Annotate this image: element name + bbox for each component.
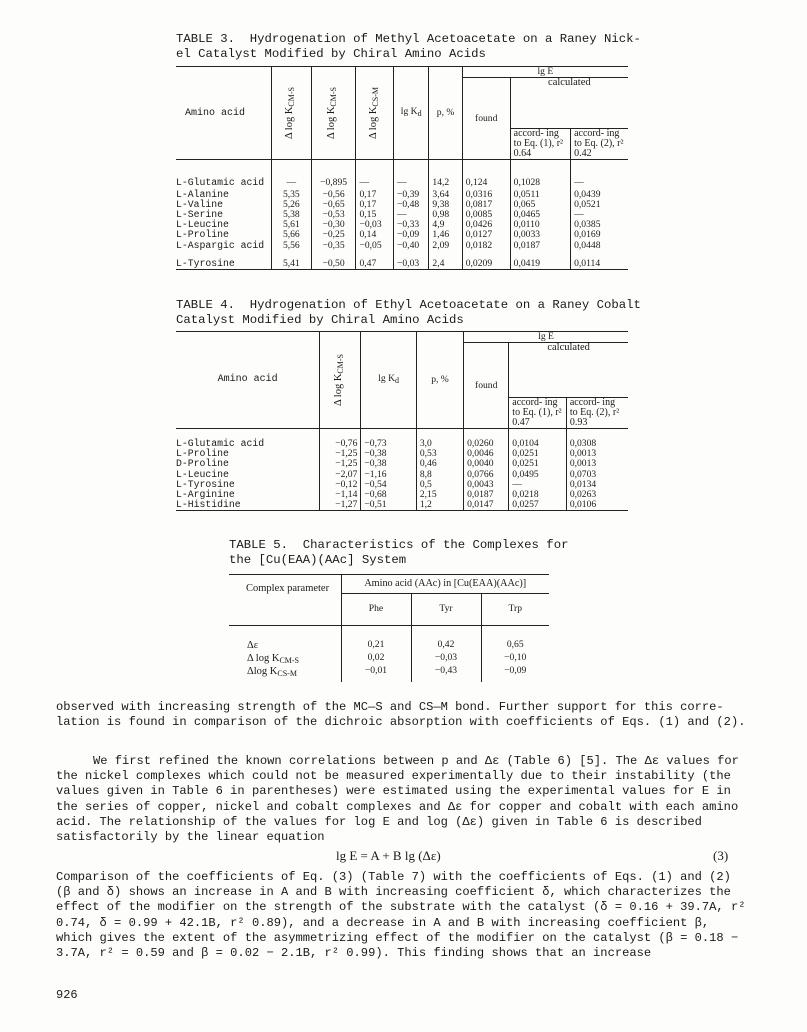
table3-cell-c3: −0,05 [356,241,394,251]
param-name: Δε [247,640,259,651]
table5-cell-phe: 0,21 [341,626,411,654]
table3-header-found: found [462,78,510,160]
amino-acid-name: D-Proline [176,458,229,470]
table5-cell-trp: −0,10 [481,653,549,666]
table4-cell-found: 0,0766 [464,470,509,480]
table4-cell-c1: −1,27 [320,500,361,511]
table3-cell-eq1: 0,0419 [510,251,570,270]
table4-header-eq1: accord- ing to Eq. (1), r² 0.47 [509,398,567,429]
table4-row [176,500,628,511]
table4-cell-eq1: 0,0251 [509,449,567,459]
amino-acid-name: L-Proline [176,229,229,241]
table4-cell-found: 0,0187 [464,490,509,500]
table3-header-lgkd: $\lg K_d$ [393,67,428,160]
table5-header-trp: Trp [481,594,549,626]
param-name: Δlog K [247,666,278,677]
table4-row [176,480,628,490]
table5-row [229,653,549,666]
table4 [176,331,628,511]
amino-acid-name: L-Leucine [176,468,229,480]
table3-cell-c3: 0,47 [356,251,394,270]
table3-cell-p: 9,38 [429,200,462,210]
table4-cell-lgkd: −0,54 [361,480,416,490]
table3-cell-c3: 0,14 [356,230,394,240]
table4-cell-p: 3,0 [416,429,463,450]
table3-header-eq2: accord- ing to Eq. (2), r² 0.42 [571,129,628,160]
table3-cell-lgkd: −0,40 [393,241,428,251]
table4-cell-found: 0,0260 [464,429,509,450]
table4-cell-p: 1,2 [416,500,463,511]
table3-cell-found: 0,0316 [462,190,510,200]
table3-cell-c1: 5,61 [272,220,312,230]
amino-acid-name: L-Glutamic acid [176,177,265,188]
amino-acid-name: L-Alanine [176,188,229,200]
table3-cell-eq2: — [571,210,628,220]
table3-cell-found: 0,0209 [462,251,510,270]
table3-cell-p: 2,4 [429,251,462,270]
table5-caption-line2: the [Cu(EAA)(AAc] System [229,553,407,567]
table5-row [229,666,549,682]
table3-cell-c2: −0,50 [311,251,356,270]
table4-header-calculated: calculated [509,343,628,398]
table4-cell-found: 0,0147 [464,500,509,511]
table4-cell-c1: −0,76 [320,429,361,450]
table4-cell-p: 2,15 [416,490,463,500]
table3-cell-eq2: — [571,160,628,190]
table3-caption-line2: el Catalyst Modified by Chiral Amino Acids [176,47,486,61]
table3-cell-c2: −0,25 [311,230,356,240]
equation-3: lg E = A + B lg (Δε) [336,848,441,863]
table3-cell-eq2: 0,0521 [571,200,628,210]
table4-cell-eq2: 0,0013 [566,449,628,459]
table3-cell-eq1: 0,0187 [510,241,570,251]
table3-cell-c1: — [272,160,312,190]
amino-acid-name: L-Tyrosine [176,478,235,490]
table4-caption-line1: TABLE 4. Hydrogenation of Ethyl Acetoacetate on a Raney Cobalt [176,298,641,312]
table3-cell-c1: 5,35 [272,190,312,200]
table4-cell-found: 0,0046 [464,449,509,459]
table3-row [176,241,628,251]
table5-cell-tyr: 0,42 [411,626,481,654]
table3-header-p: p, % [429,67,462,160]
table3-header-dlogk-cms-1: Δ $\log K_{CM-S}$ [284,87,297,139]
table5 [229,574,549,682]
param-subscript: CS-M [277,669,297,678]
table3-row [176,160,628,190]
table3-caption-line1: TABLE 3. Hydrogenation of Methyl Acetoacetate on a Raney Nick- [176,32,641,46]
table4-cell-eq2: 0,0106 [566,500,628,511]
table4-cell-eq1: 0,0495 [509,470,567,480]
table3-cell-lgkd: −0,39 [393,190,428,200]
table5-row [229,626,549,654]
table4-header-eq2: accord- ing to Eq. (2), r² 0.93 [566,398,628,429]
amino-acid-name: L-Tyrosine [176,257,235,269]
amino-acid-name: L-Serine [176,208,224,220]
table3-cell-found: 0,0127 [462,230,510,240]
table5-cell-phe: 0,02 [341,653,411,666]
table4-row [176,470,628,480]
table4-row [176,449,628,459]
table4-cell-eq1: 0,0251 [509,459,567,469]
param-name: Δ log K [247,653,280,664]
param-subscript: CM-S [279,656,299,665]
table4-row [176,490,628,500]
amino-acid-name: L-Arginine [176,489,235,501]
table3-cell-c1: 5,26 [272,200,312,210]
table4-cell-lgkd: −0,68 [361,490,416,500]
table3-cell-eq1: 0,1028 [510,160,570,190]
table3-cell-p: 0,98 [429,210,462,220]
table4-header-amino-acid: Amino acid [217,373,278,385]
table3-cell-eq1: 0,0511 [510,190,570,200]
table3-cell-p: 14,2 [429,160,462,190]
table4-header-found: found [464,343,509,429]
table5-param-label [229,666,341,682]
amino-acid-name: L-Histidine [176,499,241,511]
table3-cell-eq2: 0,0114 [571,251,628,270]
table5-cell-trp: 0,65 [481,626,549,654]
table4-cell-p: 0,53 [416,449,463,459]
table3-cell-eq1: 0,065 [510,200,570,210]
table4-cell-eq1: — [509,480,567,490]
table3-header-calculated: calculated [510,78,628,129]
table3-cell-found: 0,0182 [462,241,510,251]
paragraph-1: observed with increasing strength of the MC—S and CS—M bond. Further support for this corre- lation is found in comparison of the dichroic absorption with coefficients of Eqs. (1) and (2). [56,700,746,730]
amino-acid-name: L-Glutamic acid [176,438,265,449]
table3-cell-lgkd: −0,48 [393,200,428,210]
table3-cell-found: 0,0426 [462,220,510,230]
amino-acid-name: L-Leucine [176,219,229,231]
table3-cell-lgkd: −0,09 [393,230,428,240]
table3-cell-p: 2,09 [429,241,462,251]
table4-cell-p: 8,8 [416,470,463,480]
table5-header-param: Complex parameter [246,583,330,594]
table4-cell-p: 0,5 [416,480,463,490]
table4-cell-eq1: 0,0257 [509,500,567,511]
table3-cell-c2: −0,65 [311,200,356,210]
table4-cell-lgkd: −0,51 [361,500,416,511]
table3-cell-c3: 0,15 [356,210,394,220]
table3-cell-c2: −0,35 [311,241,356,251]
table4-header-lgE: lg E [464,332,628,343]
paragraph-3: Comparison of the coefficients of Eq. (3) (Table 7) with the coefficients of Eqs. (1) and (2) (β and δ) shows an increase in A and B with increasing coefficient δ, which characterizes the effect of the modifier on the strength of the substrate with the catalyst (δ = 0.16 + 39.7A, r² 0.74, δ = 0.99 + 42.1B, r² 0.89), and a decrease in A and B with increasing coefficient β, which gives the extent of the asymmetrizing effect of the modifier on the catalyst (β = 0.18 − 3.7A, r² = 0.59 and β = 0.02 − 2.1B, r² 0.99). This finding shows that an increase [56,870,746,961]
table3-cell-c2: −0,895 [311,160,356,190]
table5-param-label [229,653,341,666]
table3-cell-found: 0,0817 [462,200,510,210]
table4-cell-lgkd: −0,73 [361,429,416,450]
table3-cell-eq2: 0,0169 [571,230,628,240]
table3-cell-eq1: 0,0033 [510,230,570,240]
table4-header-lgkd: $\lg K_d$ [361,332,416,429]
table4-cell-lgkd: −0,38 [361,449,416,459]
table3-header-amino-acid: Amino acid [185,107,246,119]
table3 [176,66,628,270]
table3-header-dlogk-csm: Δ $\log K_{CS-M}$ [367,87,380,139]
table3-cell-c1: 5,66 [272,230,312,240]
table4-cell-c1: −2,07 [320,470,361,480]
page-number: 926 [56,988,78,1002]
table4-cell-eq2: 0,0703 [566,470,628,480]
table5-caption-line1: TABLE 5. Characteristics of the Complexes for [229,538,569,552]
table3-cell-found: 0,124 [462,160,510,190]
table3-cell-found: 0,0085 [462,210,510,220]
table3-cell-c2: −0,30 [311,220,356,230]
table3-row [176,230,628,240]
table3-cell-p: 4,9 [429,220,462,230]
table3-cell-p: 1,46 [429,230,462,240]
amino-acid-name: L-Aspargic acid [176,239,265,251]
table3-cell-p: 3,64 [429,190,462,200]
table3-cell-eq1: 0,0110 [510,220,570,230]
table5-cell-tyr: −0,03 [411,653,481,666]
table4-cell-eq2: 0,0263 [566,490,628,500]
table5-param-label [229,626,341,654]
table4-cell-c1: −0,12 [320,480,361,490]
amino-acid-name: L-Proline [176,448,229,460]
table3-cell-c3: 0,17 [356,190,394,200]
table4-cell-eq2: 0,0308 [566,429,628,450]
table3-header-dlogk-cms-2: Δ $\log K_{CM-S}$ [326,87,339,139]
table3-cell-c2: −0,56 [311,190,356,200]
table3-cell-eq2: 0,0448 [571,241,628,251]
table3-cell-c1: 5,41 [272,251,312,270]
table4-cell-c1: −1,14 [320,490,361,500]
table5-header-phe: Phe [341,594,411,626]
table3-cell-c1: 5,56 [272,241,312,251]
table3-cell-c3: −0,03 [356,220,394,230]
table3-cell-eq2: 0,0385 [571,220,628,230]
table5-header-group: Amino acid (AAc) in [Cu(EAA)(AAc)] [341,575,549,594]
table3-header-lgE: lg E [462,67,628,78]
table3-cell-lgkd: −0,33 [393,220,428,230]
table5-header-tyr: Tyr [411,594,481,626]
table4-header-dlogk-cms: Δ $\log K_{CM-S}$ [333,354,346,406]
table3-cell-c3: — [356,160,394,190]
table4-cell-eq2: 0,0134 [566,480,628,490]
table4-cell-eq1: 0,0218 [509,490,567,500]
table3-cell-c2: −0,53 [311,210,356,220]
table4-cell-p: 0,46 [416,459,463,469]
table4-cell-found: 0,0043 [464,480,509,490]
table5-cell-tyr: −0,43 [411,666,481,682]
table3-cell-c1: 5,38 [272,210,312,220]
table4-cell-c1: −1,25 [320,459,361,469]
table4-row [176,459,628,469]
table3-cell-c3: 0,17 [356,200,394,210]
equation-3-number: (3) [713,848,729,863]
table5-cell-trp: −0,09 [481,666,549,682]
table4-cell-c1: −1,25 [320,449,361,459]
table4-cell-lgkd: −1,16 [361,470,416,480]
table4-cell-found: 0,0040 [464,459,509,469]
table3-row [176,251,628,270]
table4-cell-eq1: 0,0104 [509,429,567,450]
table3-cell-eq2: 0,0439 [571,190,628,200]
amino-acid-name: L-Valine [176,198,224,210]
table3-header-eq1: accord- ing to Eq. (1), r² 0.64 [510,129,570,160]
table3-cell-lgkd: — [393,210,428,220]
table4-caption-line2: Catalyst Modified by Chiral Amino Acids [176,313,464,327]
paragraph-2: We first refined the known correlations between p and Δε (Table 6) [5]. The Δε values for the nickel complexes which could not be measured experimentally due to their instability (the values given in Table 6 in parentheses) were estimated using the experimental values for E in the series of copper, nickel and cobalt complexes and Δε for copper and cobalt with each amino acid. The relationship of the values for log E and log (Δε) given in Table 6 is described satisfactorily by the linear equation [56,754,739,845]
table3-cell-lgkd: −0,03 [393,251,428,270]
table4-cell-lgkd: −0,38 [361,459,416,469]
table3-cell-eq1: 0,0465 [510,210,570,220]
table4-header-p: p, % [416,332,463,429]
table5-cell-phe: −0,01 [341,666,411,682]
table3-cell-lgkd: — [393,160,428,190]
table4-row [176,429,628,450]
table4-cell-eq2: 0,0013 [566,459,628,469]
